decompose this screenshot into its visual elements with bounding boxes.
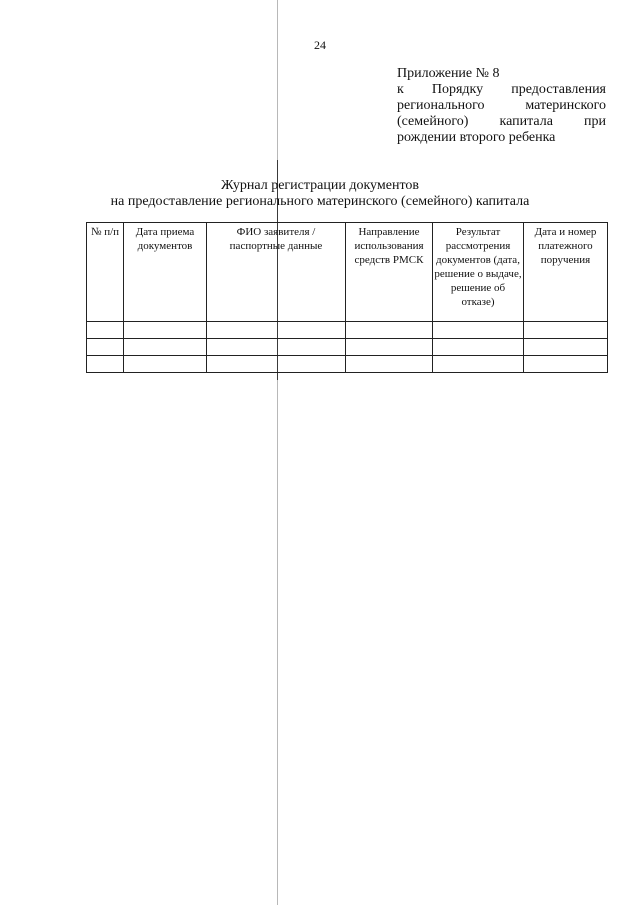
page-number: 24 bbox=[314, 38, 326, 52]
table-cell bbox=[433, 339, 524, 356]
table-cell bbox=[207, 322, 346, 339]
column-header-direction: Направление использования средств РМСК bbox=[346, 223, 433, 322]
table-header-row bbox=[87, 223, 608, 322]
appendix-line: рождении второго ребенка bbox=[397, 130, 556, 145]
table-row bbox=[87, 339, 608, 356]
journal-subtitle: на предоставление регионального материнского (семейного) капитала bbox=[110, 194, 530, 209]
table-cell bbox=[433, 322, 524, 339]
table-cell bbox=[124, 339, 207, 356]
table-cell bbox=[207, 356, 346, 373]
table-cell bbox=[346, 322, 433, 339]
table-cell bbox=[124, 356, 207, 373]
column-header-result: Результат рассмотрения документов (дата, решение о выдаче, решение об отказе) bbox=[433, 223, 524, 322]
table-row bbox=[87, 356, 608, 373]
table-cell bbox=[346, 356, 433, 373]
table-row bbox=[87, 322, 608, 339]
table-cell bbox=[87, 339, 124, 356]
table-cell bbox=[524, 356, 608, 373]
scan-artifact-line bbox=[277, 0, 278, 905]
appendix-line: к Порядку предоставления bbox=[397, 82, 606, 97]
journal-title: Журнал регистрации документов bbox=[221, 178, 419, 193]
column-header-number: № п/п bbox=[87, 223, 124, 322]
table-cell bbox=[87, 322, 124, 339]
table-cell bbox=[433, 356, 524, 373]
column-header-receipt-date: Дата приема документов bbox=[124, 223, 207, 322]
appendix-line: регионального материнского bbox=[397, 98, 606, 113]
table-cell bbox=[524, 339, 608, 356]
appendix-title: Приложение № 8 bbox=[397, 66, 500, 81]
table-cell bbox=[524, 322, 608, 339]
appendix-line: (семейного) капитала при bbox=[397, 114, 606, 129]
registration-table bbox=[86, 222, 608, 373]
appendix-text bbox=[397, 82, 606, 146]
column-header-applicant: ФИО заявителя / паспортные данные bbox=[207, 223, 346, 322]
table-cell bbox=[346, 339, 433, 356]
table-cell bbox=[124, 322, 207, 339]
table-cell bbox=[207, 339, 346, 356]
column-header-payment-order: Дата и номер платежного поручения bbox=[524, 223, 608, 322]
table-cell bbox=[87, 356, 124, 373]
